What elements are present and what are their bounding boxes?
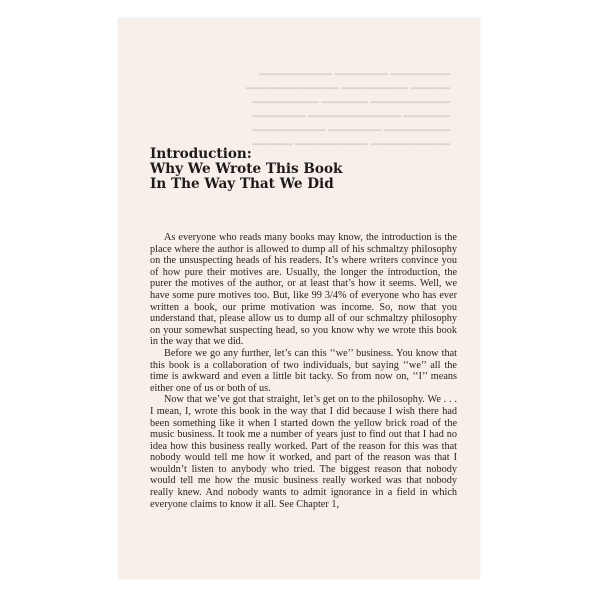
chapter-heading [150,147,470,192]
heading-line-1: Introduction: [150,146,252,162]
heading-line-3: In The Way That We Did [150,176,334,192]
show-through-text: ━━━━━━━━━ ━━━━━━━━ ━━━━━━━━━━━ ━━━━━━ ━━━━━━━━━━ ━━━━━━━━━━━━━━ ━━━━━━━━━━━━ ━━━━━━━ ━━━━━━━━━━ ━━━━━━━ ━━━━━━━━━━━━━━ ━━━━━━━━ ━━━━━━━━━━ ━━━━━━━━ ━━━━━━━━━━━ ━━━━━━━━━━━━ ━━━━━━━━━━━ ━━━━━━ [245,69,450,151]
paragraph: Now that we’ve got that straight, let’s get on to the philosophy. We . . . I mean, I, wrote this book in the way that I did because I wish there had been something like it when I started down the yellow brick road of the music business. It took me a number of years just to find out that I had no idea how this business really worked. Part of the reason for this was that nobody would tell me how it worked, and part of the reason was that I wouldn’t listen to anybody who tried. The biggest reason that nobody would tell me how the music business really worked was that nobody really knew. And nobody wants to admit ignorance in a field in which everyone claims to know it all. See Chapter 1, [150,394,457,510]
body-text [150,232,457,510]
paragraph: As everyone who reads many books may know, the introduction is the place where the author is allowed to dump all of his schmaltzy philosophy on the unsuspecting heads of his readers. It’s where writers convince you of how pure their motives are. Usually, the longer the introduction, the purer the motives of the author, or at least that’s how it seems. Well, we have some pure motives too. But, like 99 3/4% of everyone who has ever written a book, our prime motivation was income. So, now that you understand that, please allow us to dump all of our schmaltzy philosophy on your somewhat suspecting head, so you know why we wrote this book in the way that we did. [150,232,457,348]
book-page [118,18,480,579]
paragraph: Before we go any further, let’s can this ‘‘we’’ business. You know that this book is a collaboration of two individuals, but saying ‘‘we’’ all the time is awkward and even a little bit tacky. So from now on, ‘‘I’’ means either one of us or both of us. [150,347,457,394]
heading-line-2: Why We Wrote This Book [150,161,343,177]
